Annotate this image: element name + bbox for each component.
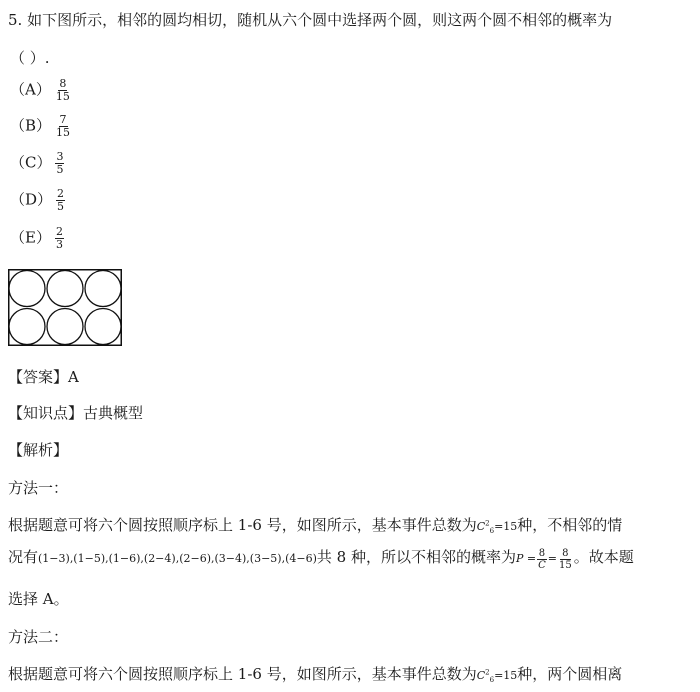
knowledge-line <box>8 402 143 423</box>
prob-fraction-1: $\frac{8}{C}$ <box>538 547 546 571</box>
combination-expr <box>476 519 518 536</box>
combination-value: =15 <box>494 520 518 533</box>
option-label: （B） <box>10 116 52 135</box>
circle-5 <box>47 309 83 345</box>
option-d <box>10 188 65 213</box>
option-fraction: $\frac{2}{5}$ <box>57 187 65 213</box>
option-fraction: $\frac{8}{15}$ <box>55 77 70 103</box>
method2-line1 <box>8 663 622 684</box>
question-blank: （ ）. <box>10 49 50 67</box>
method1-title: 方法一： <box>8 479 69 497</box>
circle-3 <box>85 271 121 307</box>
method1-line2-tail: 。故本题 <box>573 548 634 566</box>
option-label: （D） <box>10 190 53 209</box>
combination-value: =15 <box>494 669 518 682</box>
method2-title: 方法二： <box>8 628 69 646</box>
circle-6 <box>85 309 121 345</box>
analysis-tag: 【解析】 <box>8 441 69 459</box>
answer-value: A <box>68 368 79 386</box>
option-fraction: $\frac{2}{3}$ <box>55 225 63 251</box>
method1-line2-text: 况有 <box>8 548 39 566</box>
probability-expr: P = $\frac{8}{C}$ = $\frac{8}{15}$ <box>515 547 572 571</box>
option-b <box>10 114 71 139</box>
combination-sup: 2 <box>485 519 490 528</box>
knowledge-tag: 【知识点】 <box>8 404 84 422</box>
method1-line1-text: 根据题意可将六个圆按照顺序标上 1-6 号，如图所示，基本事件总数为 <box>8 516 477 534</box>
combination-sub: 6 <box>489 676 495 685</box>
combination-sup: 2 <box>485 668 490 677</box>
option-label: （C） <box>10 153 52 172</box>
answer-tag: 【答案】 <box>8 368 69 386</box>
circle-2 <box>47 271 83 307</box>
method1-line3: 选择 A。 <box>8 590 69 608</box>
knowledge-value: 古典概型 <box>83 404 144 422</box>
method2-line1-text: 根据题意可将六个圆按照顺序标上 1-6 号，如图所示，基本事件总数为 <box>8 665 477 683</box>
option-e <box>10 226 64 251</box>
method1-line2 <box>8 546 634 571</box>
method2-line1-tail: 种，两个圆相离 <box>517 665 623 683</box>
circle-1 <box>9 271 45 307</box>
six-circles-figure <box>8 269 122 346</box>
combination-symbol: C <box>476 669 486 682</box>
combination-expr-2 <box>476 668 518 685</box>
pairs-list: (1−3),(1−5),(1−6),(2−4),(2−6),(3−4),(3−5),(4−6) <box>38 552 317 565</box>
option-label: （E） <box>10 228 51 247</box>
option-fraction: $\frac{3}{5}$ <box>56 150 64 176</box>
circle-4 <box>9 309 45 345</box>
figure-frame <box>9 270 122 346</box>
method1-line1 <box>8 514 622 535</box>
combination-symbol: C <box>476 520 486 533</box>
combination-sub: 6 <box>489 527 495 536</box>
option-label: （A） <box>10 80 51 99</box>
option-fraction: $\frac{7}{15}$ <box>56 113 71 139</box>
probability-symbol: P = <box>515 552 537 565</box>
answer-line <box>8 366 79 387</box>
option-c <box>10 151 64 176</box>
question-text: 5. 如下图所示，相邻的圆均相切，随机从六个圆中选择两个圆，则这两个圆不相邻的概率为 <box>8 11 613 29</box>
option-a <box>10 78 71 103</box>
prob-fraction-2: $\frac{8}{15}$ <box>558 547 572 571</box>
method1-line2-mid: 共 8 种，所以不相邻的概率为 <box>316 548 516 566</box>
method1-line1-tail: 种，不相邻的情 <box>517 516 623 534</box>
